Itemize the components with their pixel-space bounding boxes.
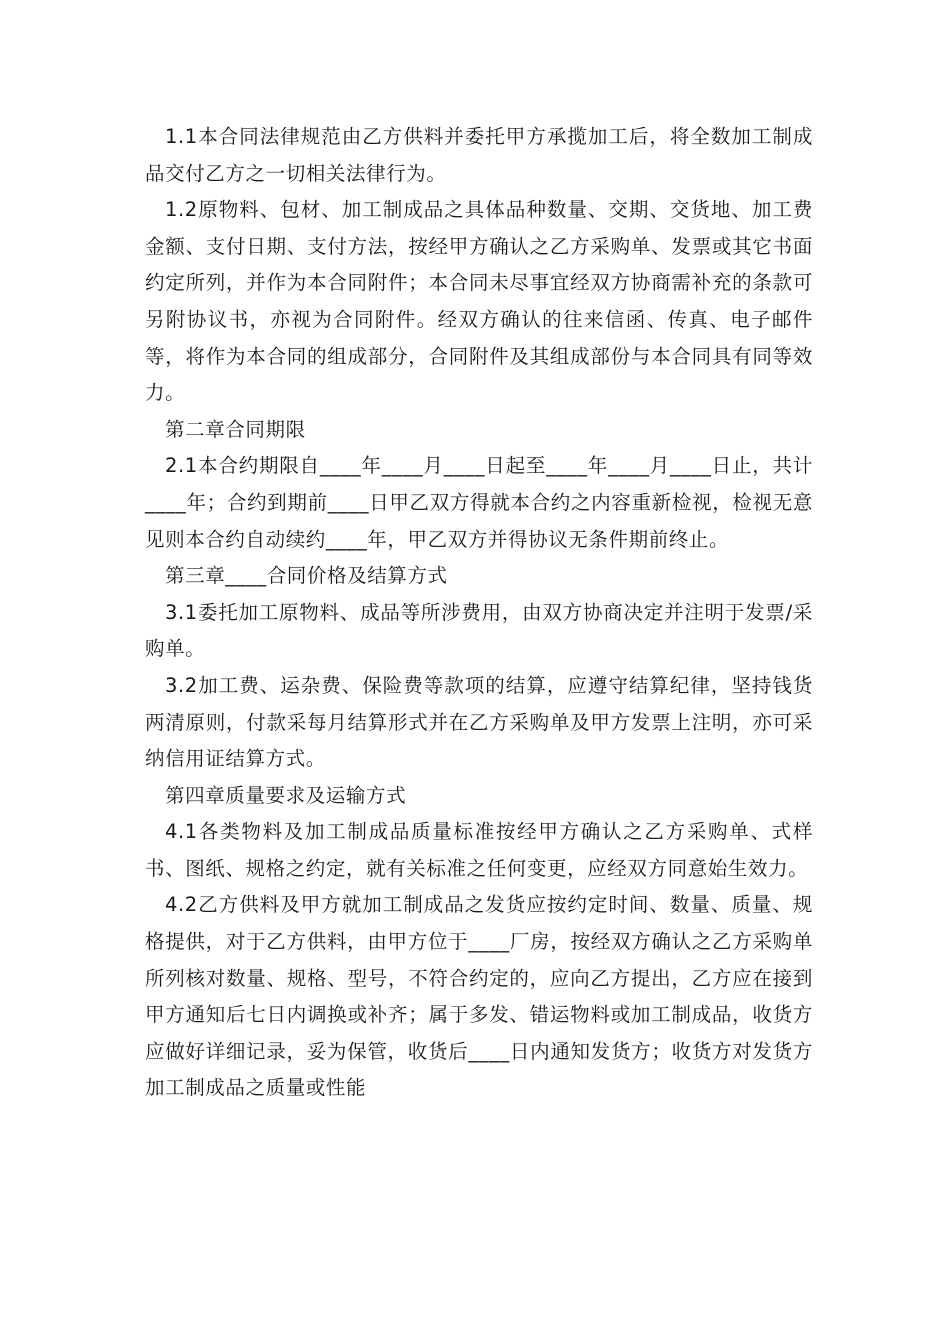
- chapter-4-heading: 第四章质量要求及运输方式: [165, 783, 407, 807]
- clause-1-2: 1.2原物料、包材、加工制成品之具体品种数量、交期、交货地、加工费金额、支付日期、支付方法，按经甲方确认之乙方采购单、发票或其它书面约定所列，并作为本合同附件；本合同未尽事宜经双方协商需补充的条款可另附协议书，亦视为合同附件。经双方确认的往来信函、传真、电子邮件等，将作为本合同的组成部分，合同附件及其组成部份与本合同具有同等效力。: [145, 198, 813, 405]
- clause-4-1: 4.1各类物料及加工制成品质量标准按经甲方确认之乙方采购单、式样书、图纸、规格之约定，就有关标准之任何变更，应经双方同意始生效力。: [145, 820, 813, 880]
- chapter-2-heading: 第二章合同期限: [165, 417, 306, 441]
- chapter-3-heading: 第三章____合同价格及结算方式: [165, 564, 448, 588]
- clause-1-1: 1.1本合同法律规范由乙方供料并委托甲方承揽加工后，将全数加工制成品交付乙方之一切相关法律行为。: [145, 125, 813, 185]
- clause-3-2: 3.2加工费、运杂费、保险费等款项的结算，应遵守结算纪律，坚持钱货两清原则，付款采每月结算形式并在乙方采购单及甲方发票上注明，亦可采纳信用证结算方式。: [145, 673, 813, 771]
- clause-4-2: 4.2乙方供料及甲方就加工制成品之发货应按约定时间、数量、质量、规格提供，对于乙方供料，由甲方位于____厂房，按经双方确认之乙方采购单所列核对数量、规格、型号，不符合约定的，应向乙方提出，乙方应在接到甲方通知后七日内调换或补齐；属于多发、错运物料或加工制成品，收货方应做好详细记录，妥为保管，收货后____日内通知发货方；收货方对发货方加工制成品之质量或性能: [145, 893, 813, 1100]
- document-body: [145, 119, 813, 1107]
- clause-2-1: 2.1本合约期限自____年____月____日起至____年____月____日止，共计____年；合约到期前____日甲乙双方得就本合约之内容重新检视，检视无意见则本合约自动续约____年，甲乙双方并得协议无条件期前终止。: [145, 454, 813, 551]
- clause-3-1: 3.1委托加工原物料、成品等所涉费用，由双方协商决定并注明于发票/采购单。: [145, 600, 813, 661]
